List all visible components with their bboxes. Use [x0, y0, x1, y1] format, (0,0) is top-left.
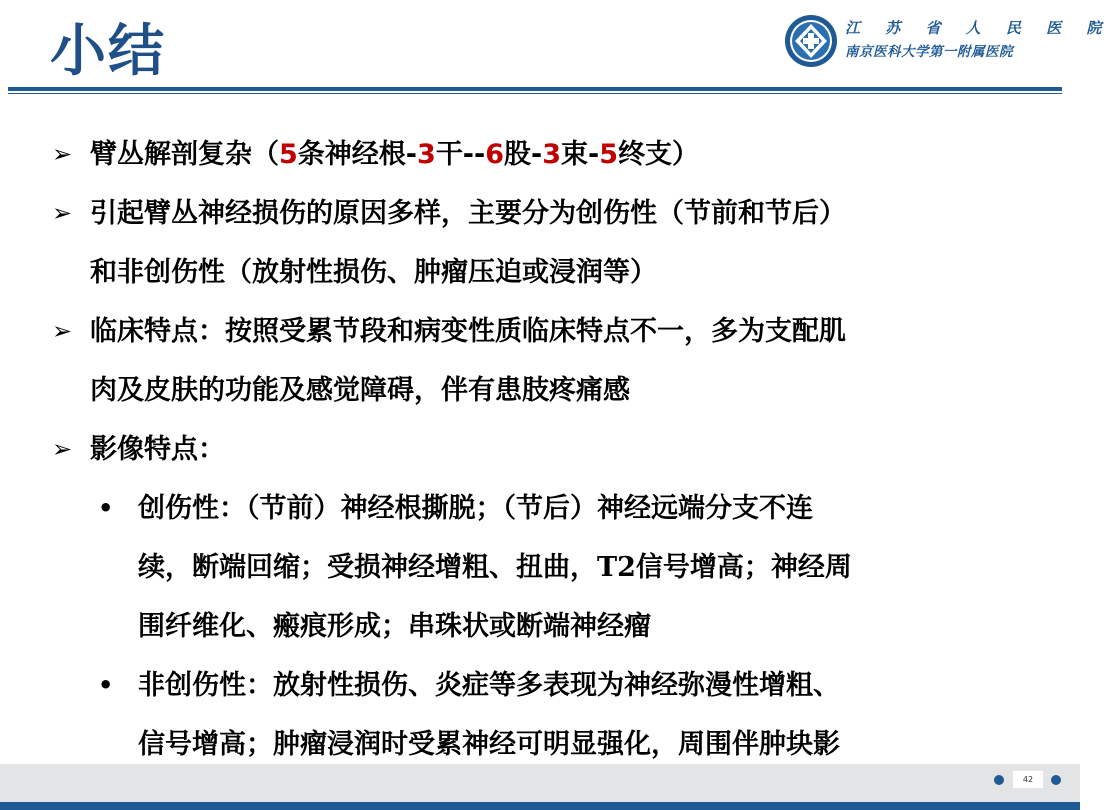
dot-bullet-icon: •	[98, 671, 114, 699]
sub-bullet-traumatic	[50, 479, 1050, 538]
dot-bullet-icon: •	[98, 494, 114, 522]
bullet-text: 束-	[561, 139, 600, 170]
bullet-anatomy	[50, 125, 1050, 184]
highlight-number: 5	[599, 139, 619, 170]
t2-label: T2	[597, 552, 636, 583]
arrow-bullet-icon: ➢	[52, 435, 73, 463]
hospital-name: 江 苏 省 人 民 医 院	[845, 19, 1111, 37]
page-number: 42	[1013, 771, 1043, 788]
highlight-number: 3	[417, 139, 436, 170]
highlight-number: 6	[485, 139, 505, 170]
bullet-causes-continued: 和非创伤性（放射性损伤、肿瘤压迫或浸润等）	[90, 257, 657, 288]
arrow-bullet-icon: ➢	[52, 317, 73, 345]
arrow-bullet-icon: ➢	[52, 199, 73, 227]
slide-title: 小结	[50, 19, 166, 84]
hospital-name-block	[845, 16, 1111, 64]
sub-bullet-text: 续，断端回缩；受损神经增粗、扭曲，	[138, 552, 597, 583]
highlight-number: 5	[279, 139, 298, 170]
footer-band	[0, 764, 1080, 802]
bullet-clinical-continued: 肉及皮肤的功能及感觉障碍，伴有患肢疼痛感	[90, 375, 630, 406]
title-divider-thin	[8, 93, 1062, 94]
bullet-causes	[50, 184, 1050, 243]
bullet-text: 临床特点：按照受累节段和病变性质临床特点不一，多为支配肌	[90, 316, 846, 347]
bullet-text: 干--	[435, 139, 486, 170]
bullet-text: 条神经根-	[297, 139, 418, 170]
hospital-seal-icon	[784, 14, 838, 68]
sub-bullet-text: 非创伤性：放射性损伤、炎症等多表现为神经弥漫性增粗、	[138, 670, 840, 701]
bullet-text: 臂丛解剖复杂（	[90, 139, 279, 170]
bullet-text: 影像特点：	[90, 434, 225, 465]
footer-dot-icon	[994, 775, 1004, 785]
bullet-clinical	[50, 302, 1050, 361]
arrow-bullet-icon: ➢	[52, 140, 73, 168]
bullet-text: 终支）	[618, 139, 700, 170]
sub-bullet-nontraumatic	[50, 656, 1050, 715]
slide-content	[50, 125, 1050, 774]
sub-bullet-traumatic-continued: 围纤维化、瘢痕形成；串珠状或断端神经瘤	[138, 611, 651, 642]
sub-bullet-text: 创伤性：（节前）神经根撕脱；（节后）神经远端分支不连	[138, 493, 813, 524]
bullet-imaging	[50, 420, 1050, 479]
title-divider	[8, 87, 1062, 91]
sub-bullet-text: 信号增高；神经周	[635, 552, 852, 583]
sub-bullet-nontraumatic-continued: 信号增高；肿瘤浸润时受累神经可明显强化，周围伴肿块影	[138, 729, 840, 760]
highlight-number: 3	[542, 139, 562, 170]
bullet-text: 股-	[504, 139, 543, 170]
sub-bullet-traumatic-continued	[50, 538, 1050, 597]
footer-bar	[0, 802, 1080, 810]
footer-dot-icon	[1051, 775, 1061, 785]
hospital-subname: 南京医科大学第一附属医院	[845, 44, 1013, 60]
bullet-text: 引起臂丛神经损伤的原因多样，主要分为创伤性（节前和节后）	[90, 198, 846, 229]
